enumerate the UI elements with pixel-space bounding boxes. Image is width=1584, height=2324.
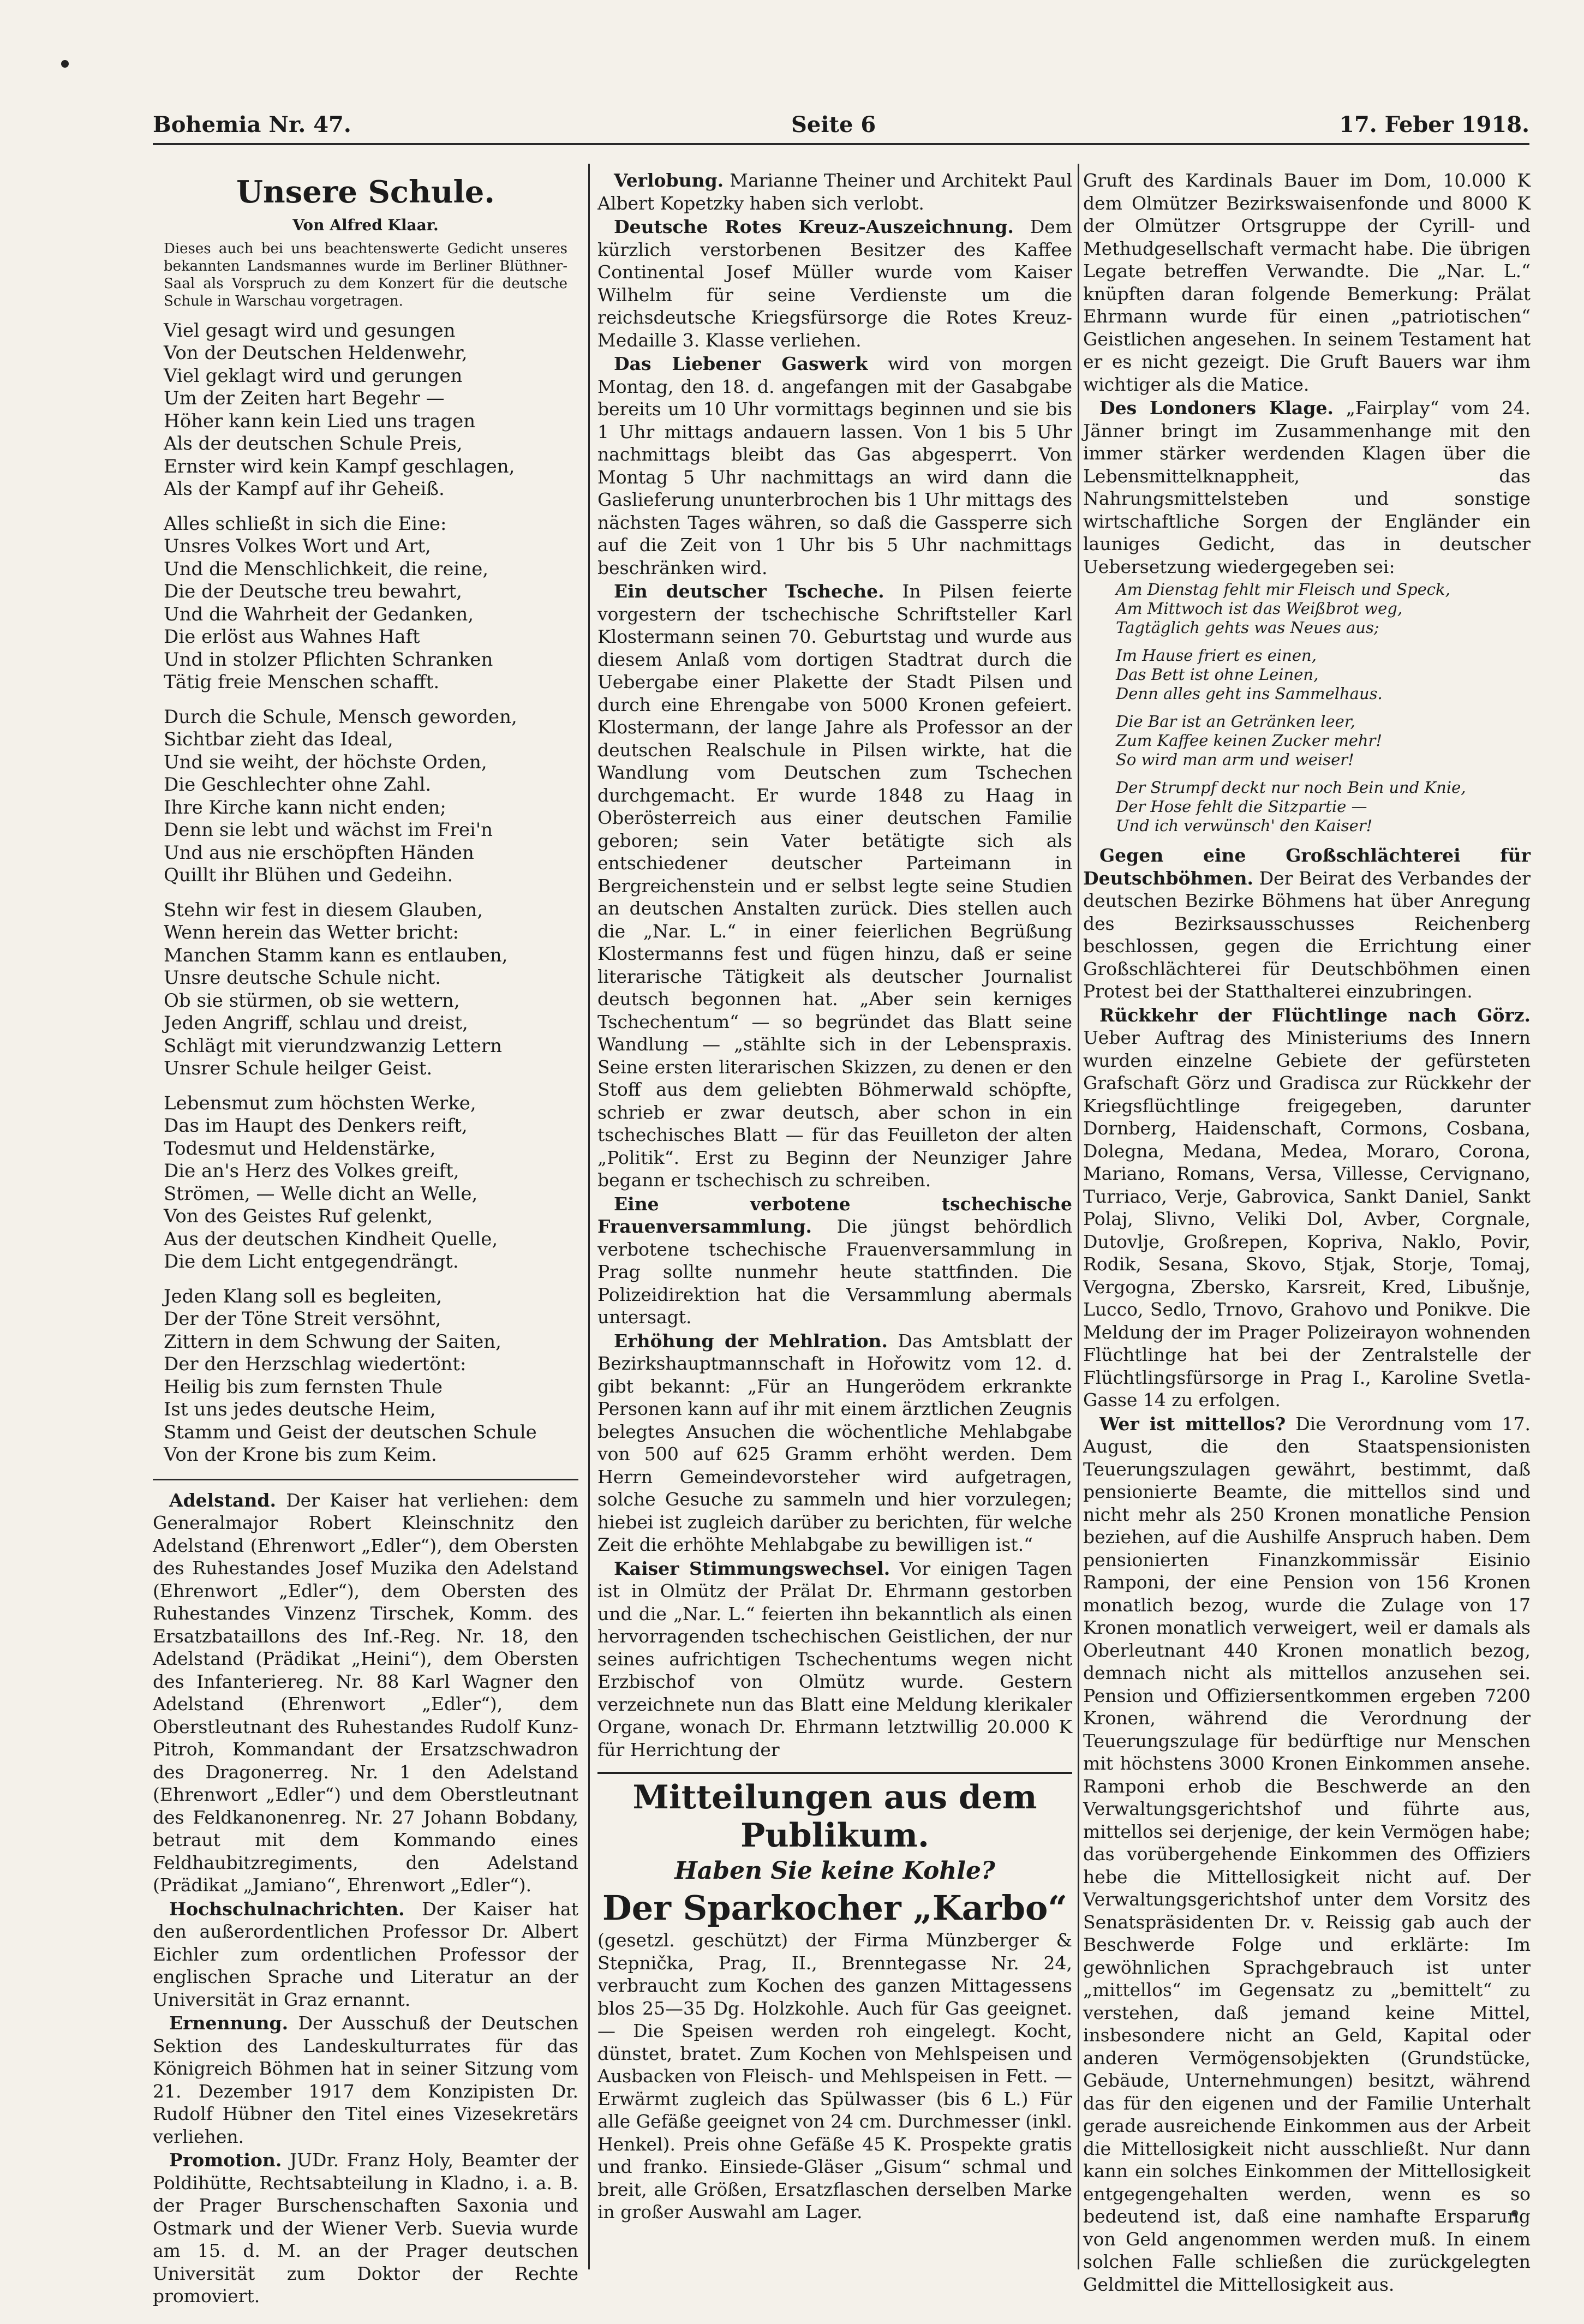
stanza [1116,712,1531,769]
stanza [1116,580,1531,637]
verse-line: Heilig bis zum fernsten Thule [164,1376,443,1398]
verse-line: Manchen Stamm kann es entlauben, [164,944,508,966]
divider [153,1479,578,1480]
header-date: 17. Feber 1918. [1339,112,1529,138]
header-page-number: Seite 6 [791,112,876,138]
verse-line: Und sie weiht, der höchste Orden, [164,751,487,773]
verse-line: Ernster wird kein Kampf geschlagen, [164,455,515,477]
poem-title: Unsere Schule. [236,174,495,210]
news-heading: Rückkehr der Flüchtlinge nach Görz. [1099,1004,1531,1026]
verse-line: Aus der deutschen Kindheit Quelle, [164,1228,498,1250]
column-3 [1083,169,1531,2295]
verse-line: Viel geklagt wird und gerungen [164,365,463,387]
news-text: Der Kaiser hat verliehen: dem Generalmajor Robert Kleinschnitz den Adelstand (Ehrenwort „Edler“), dem Obersten des Ruhestandes Josef Muzika den Adelstand (Ehrenwort „Edler“), dem Obersten des Ruhestandes Vinzenz Tirschek, Komm. des Ersatzbataillons des Inf.-Reg. Nr. 18, den Adelstand (Prädikat „Heini“), dem Obersten des Infanteriereg. Nr. 88 Karl Wagner den Adelstand (Ehrenwort „Edler“), dem Oberstleutnant des Ruhestandes Rudolf Kunz-Pitroh, Kommandant der Ersatzschwadron des Dragonerreg. Nr. 1 den Adelstand (Ehrenwort „Edler“) und dem Oberstleutnant des Feldkanonenreg. Nr. 27 Johann Bobdany, betraut mit dem Kommando eines Feldhaubitzregiments, den Adelstand (Prädikat „Jamiano“, Ehrenwort „Edler“). [153,1489,578,1896]
news-item [597,580,1072,1192]
news-heading: Eine verbotene tschechische Frauenversammlung. [597,1193,1072,1237]
news-text: Die Verordnung vom 17. August, die den Staatspensionisten Teuerungszulagen gewährt, bestimmt, daß pensionierte Beamte, die mittellos sind und nicht mehr als 250 Kronen monatliche Pension beziehen, auf die Aushilfe Anspruch haben. Dem pensionierten Finanzkommissär Eisinio Ramponi, der eine Pension von 156 Kronen monatlich bezog, wurde die Zulage von 17 Kronen monatlich verweigert, weil er damals als Oberleutnant 440 Kronen monatlich bezog, demnach nicht als mittellos anzusehen sei. Pension und Offiziersentkommen ergeben 7200 Kronen, während die Verordnung der Teuerungszulage für bedürftige nur Menschen mit höchstens 3000 Kronen Einkommen ansehe. Ramponi erhob die Beschwerde an den Verwaltungsgerichtshof und führte aus, mittellos sei derjenige, der kein Vermögen habe; das vorübergehende Einkommen des Offiziers hebe die Mittellosigkeit nicht auf. Der Verwaltungsgerichtshof unter dem Vorsitz des Senatspräsidenten Dr. v. Reissig gab auch der Beschwerde Folge und erklärte: Im gewöhnlichen Sprachgebrauch ist unter „mittellos“ im Gegensatz zu „bemittelt“ zu verstehen, daß jemand keine Mittel, insbesondere nicht an Geld, Kapital oder anderen Vermögensobjekten (Grundstücke, Gebäude, Unternehmungen) besitzt, während das für den eigenen und der Familie Unterhalt gerade ausreichende Einkommen aus der Arbeit die Mittellosigkeit nicht ausschließt. Nur dann kann ein solches Einkommen der Mittellosigkeit entgegengehalten werden, wenn es so bedeutend ist, daß eine namhafte Ersparung von Geld angenommen werden muß. In einem solchen Falle schließen die zurückgelegten Geldmittel die Mittellosigkeit aus. [1083,1413,1531,2295]
news-item [153,2012,578,2148]
column-rule [588,164,590,2269]
verse-line: Und aus nie erschöpften Händen [164,841,474,864]
news-heading: Erhöhung der Mehlration. [614,1330,888,1352]
verse-line: Denn alles geht ins Sammelhaus. [1116,684,1383,703]
news-item [1083,1413,1531,2296]
ink-spot [61,60,69,68]
ad-question: Haben Sie keine Kohle? [674,1857,995,1885]
verse-line: Stehn wir fest in diesem Glauben, [164,899,483,921]
verse-line: Die Geschlechter ohne Zahl. [164,774,432,796]
verse-line: Die Bar ist an Getränken leer, [1116,712,1355,731]
verse-line: Jeden Klang soll es begleiten, [164,1285,443,1307]
stanza [164,899,578,1080]
verse-line: Die dem Licht entgegendrängt. [164,1251,459,1272]
stanza [164,706,578,887]
poem-note: Dieses auch bei uns beachtenswerte Gedicht unseres bekannten Landsmannes wurde im Berliner Blüthner-Saal als Vorspruch zu dem Konzert für die deutsche Schule in Warschau vorgetragen. [164,240,567,309]
news-list [597,169,1072,1761]
column-2 [597,169,1072,2269]
verse-line: Der Hose fehlt die Sitzpartie — [1116,797,1367,816]
news-item [153,1489,578,1897]
verse-line: Höher kann kein Lied uns tragen [164,410,476,432]
verse-line: Quillt ihr Blühen und Gedeihn. [164,864,453,886]
verse-line: Im Hause friert es einen, [1116,646,1317,665]
news-text: Vor einigen Tagen ist in Olmütz der Prälat Dr. Ehrmann gestorben und die „Nar. L.“ feierten ihn bekanntlich als einen hervorragenden tschechischen Geistlichen, der nur seines aufrichtigen Tschechentums wegen nicht Erzbischof von Olmütz wurde. Gestern verzeichnete nun das Blatt eine Meldung klerikaler Organe, wonach Dr. Ehrmann letztwillig 20.000 K für Herrichtung der [597,1557,1072,1760]
verse-line: Und ich verwünsch' den Kaiser! [1116,816,1373,835]
news-heading: Wer ist mittellos? [1099,1413,1286,1435]
verse-line: Stamm und Geist der deutschen Schule [164,1421,537,1443]
news-text: Der Ausschuß der Deutschen Sektion des Landeskulturrates für das Königreich Böhmen hat in seiner Sitzung vom 21. Dezember 1917 dem Konzipisten Dr. Rudolf Hübner den Titel eines Vizesekretärs verliehen. [153,2012,578,2147]
news-text: „Fairplay“ vom 24. Jänner bringt im Zusammenhange mit den immer stärker werdenden Klagen über die Lebensmittelknappheit, das Nahrungsmittelsteben und sonstige wirtschaftliche Sorgen der Engländer ein launiges Gedicht, das in deutscher Uebersetzung wiedergegeben sei: [1083,397,1531,577]
stanza [164,513,578,694]
news-item [1083,397,1531,578]
news-text: Das Amtsblatt der Bezirkshauptmannschaft in Hořowitz vom 12. d. gibt bekannt: „Für an Hungerödem erkrankte Personen kann auf ihr mit einem ärztlichen Zeugnis belegtes Ansuchen die wöchentliche Mehlabgabe von 500 auf 625 Gramm erhöht werden. Dem Herrn Gemeindevorsteher wird aufgetragen, solche Gesuche zu sammeln und hier vorzulegen; hiebei ist zugleich darüber zu berichten, für welche Zeit die erhöhte Mehlabgabe zu bewilligen ist.“ [597,1330,1073,1555]
column-1 [153,169,578,2307]
news-item [153,1898,578,2011]
verse-line: Ist uns jedes deutsche Heim, [164,1399,436,1420]
verse-line: Viel gesagt wird und gesungen [164,319,456,342]
verse-line: So wird man arm und weiser! [1116,750,1354,769]
news-heading: Ein deutscher Tscheche. [614,581,884,602]
verse-line: Durch die Schule, Mensch geworden, [164,706,517,728]
verse-line: Als der deutschen Schule Preis, [164,433,463,455]
verse-line: Die der Deutsche treu bewahrt, [164,581,462,602]
news-item [597,216,1072,351]
verse-line: Und die Menschlichkeit, die reine, [164,558,489,580]
verse-line: Ob sie stürmen, ob sie wettern, [164,989,460,1012]
ad-text: (gesetzl. geschützt) der Firma Münzberger & Stepnička, Prag, II., Brenntegasse Nr. 24, verbraucht zum Kochen des ganzen Mittagessens blos 25—35 Dg. Holzkohle. Auch für Gas geeignet. — Die Speisen werden roh eingelegt. Kocht, dünstet, bratet. Zum Kochen von Mehlspeisen und Ausbacken von Fleisch- und Mehlspeisen in Fett. — Erwärmt zugleich das Spülwasser (bis 6 L.) Für alle Gefäße geeignet von 24 cm. Durchmesser (inkl. Henkel). Preis ohne Gefäße 45 K. Prospekte gratis und franko. Einsiede-Gläser „Gisum“ schmal und breit, alle Größen, Ersatzflaschen derselben Marke in großer Auswahl am Lager. [597,1929,1072,2223]
poem [153,320,578,1467]
verse-line: Sichtbar zieht das Ideal, [164,728,393,750]
ad-product-name: Der Sparkocher „Karbo“ [602,1888,1067,1928]
news-list [153,1489,578,2308]
news-item [597,1330,1072,1556]
news-item [597,169,1072,214]
news-heading: Kaiser Stimmungswechsel. [614,1557,890,1579]
stanza [164,1286,578,1467]
news-item [153,2149,578,2308]
verse-line: Zittern in dem Schwung der Saiten, [164,1330,501,1353]
verse-line: Der der Töne Streit versöhnt, [164,1308,441,1330]
verse-line: Von des Geistes Ruf gelenkt, [164,1205,433,1227]
news-text: JUDr. Franz Holy, Beamter der Poldihütte, Rechtsabteilung in Kladno, i. a. B. der Prager Burschenschaften Saxonia und Ostmark und der Wiener Verb. Suevia wurde am 15. d. M. an der Prager deutschen Universität zum Doktor der Rechte promoviert. [153,2149,578,2307]
news-heading: Des Londoners Klage. [1099,397,1334,419]
verse-line: Todesmut und Heldenstärke, [164,1137,436,1160]
column-rule [1078,164,1079,2269]
verse-line: Und die Wahrheit der Gedanken, [164,603,474,625]
news-text: In Pilsen feierte vorgestern der tschechische Schriftsteller Karl Klostermann seinen 70. Geburtstag und wurde aus diesem Anlaß vom dortigen Stadtrat durch die Uebergabe einer Plakette der Stadt Pilsen und durch eine Ehrengabe von 5000 Kronen gefeiert. Klostermann, der lange Jahre als Professor an der deutschen Realschule in Pilsen wirkte, hat die Wandlung vom Deutschen zum Tschechen durchgemacht. Er wurde 1848 zu Haag in Oberösterreich aus einer deutschen Familie geboren; sein Vater betätigte sich als entschiedener deutscher Parteimann in Bergreichenstein und er selbst legte seine Studien an deutschen Anstalten zurück. Dies stellen auch die „Nar. L.“ in einer feierlichen Begrüßung Klostermanns fest und fügen hinzu, daß er seine literarische Tätigkeit als deutscher Journalist deutsch begonnen hat. „Aber sein kerniges Tschechentum“ — so begründet das Blatt seine Wandlung — „stählte sich in der Lebenspraxis. Seine ersten literarischen Skizzen, zu denen er den Stoff aus dem geliebten Böhmerwald schöpfte, schrieb er zwar deutsch, aber schon in ein tschechisches Blatt — für das Feuilleton der alten „Politik“. Erst zu Beginn der Neunziger Jahre begann er tschechisch zu schreiben. [597,581,1072,1191]
verse-line: Als der Kampf auf ihr Geheiß. [164,478,445,500]
news-heading: Verlobung. [614,170,724,191]
stanza [1116,778,1531,835]
news-text: Marianne Theiner und Architekt Paul Albert Kopetzky haben sich verlobt. [597,170,1072,214]
verse-line: Tagtäglich gehts was Neues aus; [1116,618,1379,637]
news-text: Dem kürzlich verstorbenen Besitzer des Kaffee Continental Josef Müller wurde vom Kaiser Wilhelm für seine Verdienste um die reichsdeutsche Kriegsfürsorge die Rotes Kreuz-Medaille 3. Klasse verliehen. [597,216,1072,351]
news-heading: Promotion. [169,2149,282,2171]
news-heading: Deutsche Rotes Kreuz-Auszeichnung. [614,216,1014,237]
verse-line: Unsrer Schule heilger Geist. [164,1058,433,1079]
news-heading: Gegen eine Großschlächterei für Deutschböhmen. [1083,845,1531,889]
header-paper-name: Bohemia Nr. 47. [153,112,351,138]
verse-line: Strömen, — Welle dicht an Welle, [164,1182,478,1205]
news-item [597,353,1072,579]
verse-line: Der den Herzschlag wiedertönt: [164,1353,467,1375]
stanza [164,1092,578,1274]
news-heading: Ernennung. [169,2012,289,2034]
news-heading: Adelstand. [169,1489,276,1511]
news-item [597,1193,1072,1329]
verse-line: Von der Krone bis zum Keim. [164,1444,437,1466]
news-item [597,1557,1072,1761]
verse-line: Unsre deutsche Schule nicht. [164,967,441,989]
translated-verse [1083,580,1531,835]
verse-line: Das im Haupt des Denkers reift, [164,1115,468,1137]
verse-line: Von der Deutschen Heldenwehr, [164,342,468,364]
news-text: Die jüngst behördlich verbotene tschechische Frauenversammlung in Prag sollte nunmehr heute stattfinden. Die Polizeidirektion hat die Versammlung abermals untersagt. [597,1216,1072,1328]
verse-line: Und in stolzer Pflichten Schranken [164,648,493,671]
verse-line: Die erlöst aus Wahnes Haft [164,626,420,648]
advertisement [597,1772,1072,2224]
stanza [1116,646,1531,703]
verse-line: Schlägt mit vierundzwanzig Lettern [164,1035,503,1057]
verse-line: Unsres Volkes Wort und Art, [164,535,431,557]
news-text: Der Beirat des Verbandes der deutschen Bezirke Böhmens hat über Anregung des Bezirksausschusses Reichenberg beschlossen, gegen die Errichtung einer Großschlächterei für Deutschböhmen einen Protest bei der Statthalterei einzubringen. [1083,867,1531,1002]
page-header [153,112,1529,156]
verse-line: Die an's Herz des Volkes greift, [164,1160,459,1182]
poem-author: Von Alfred Klaar. [292,216,439,234]
news-heading: Das Liebener Gaswerk [614,353,868,374]
verse-line: Jeden Angriff, schlau und dreist, [164,1012,468,1034]
continued-text: Gruft des Kardinals Bauer im Dom, 10.000 K dem Olmützer Bezirkswaisenfonde und 8000 K der Olmützer Ortsgruppe der Cyrill- und Methudgesellschaft vermacht habe. Die übrigen Legate betreffen Verwandte. Die „Nar. L.“ knüpften daran folgende Bemerkung: Prälat Ehrmann wurde für einen „patriotischen“ Geistlichen angesehen. In seinem Testament hat er es nicht gezeigt. Die Gruft Bauers war ihm wichtiger als die Matice. [1083,170,1531,395]
verse-line: Lebensmut zum höchsten Werke, [164,1092,476,1114]
ad-section-title: Mitteilungen aus dem Publikum. [632,1778,1037,1855]
verse-line: Das Bett ist ohne Leinen, [1116,665,1319,684]
verse-line: Wenn herein das Wetter bricht: [164,922,459,943]
news-list [1083,844,1531,2296]
news-heading: Hochschulnachrichten. [169,1898,405,1920]
verse-line: Der Strumpf deckt nur noch Bein und Knie, [1116,778,1466,797]
news-text: Ueber Auftrag des Ministeriums des Innern wurden einzelne Gebiete der gefürsteten Grafschaft Görz und Gradisca zur Rückkehr der Kriegsflüchtlinge freigegeben, darunter Dornberg, Haidenschaft, Cormons, Cosbana, Dolegna, Medana, Medea, Moraro, Corona, Mariano, Romans, Versa, Villesse, Cervignano, Turriaco, Verje, Gabrovica, Sankt Daniel, Sankt Polaj, Slivno, Veliki Dol, Avber, Corgnale, Dutovlje, Großrepen, Kopriva, Naklo, Povir, Rodik, Sesana, Skovo, Stjak, Storje, Tomaj, Vergogna, Zbersko, Karsreit, Kred, Libušnje, Lucco, Sedlo, Trnovo, Grahovo und Ponikve. Die Meldung der im Prager Polizeirayon wohnenden Flüchtlinge hat bei der Zentralstelle der Flüchtlingsfürsorge in Prag I., Karoline Svetla-Gasse 14 zu erfolgen. [1083,1027,1531,1411]
stanza [164,320,578,501]
news-text: Der Kaiser hat den außerordentlichen Professor Dr. Albert Eichler zum ordentlichen Professor der englischen Sprache und Literatur an der Universität in Graz ernannt. [153,1898,578,2010]
verse-line: Ihre Kirche kann nicht enden; [164,796,446,819]
news-item [1083,844,1531,1003]
verse-line: Zum Kaffee keinen Zucker mehr! [1116,731,1383,750]
header-rule [153,143,1529,145]
verse-line: Um der Zeiten hart Begehr — [164,387,445,409]
news-item [1083,1004,1531,1412]
verse-line: Tätig freie Menschen schafft. [164,671,440,693]
verse-line: Am Mittwoch ist das Weißbrot weg, [1116,599,1403,618]
verse-line: Alles schließt in sich die Eine: [164,512,447,535]
verse-line: Am Dienstag fehlt mir Fleisch und Speck, [1116,580,1450,599]
verse-line: Denn sie lebt und wächst im Frei'n [164,819,493,841]
news-text: wird von morgen Montag, den 18. d. angefangen mit der Gasabgabe bereits um 10 Uhr vormittags beginnen und sie bis 1 Uhr mittags andauern lassen. Von 1 bis 5 Uhr nachmittags bleibt das Gas abgesperrt. Von Montag 5 Uhr nachmittags an wird dann die Gaslieferung ununterbrochen bis 1 Uhr mittags des nächsten Tages währen, so daß die Gassperre sich auf die Zeit von 1 Uhr bis 5 Uhr nachmittags beschränken wird. [597,353,1072,578]
